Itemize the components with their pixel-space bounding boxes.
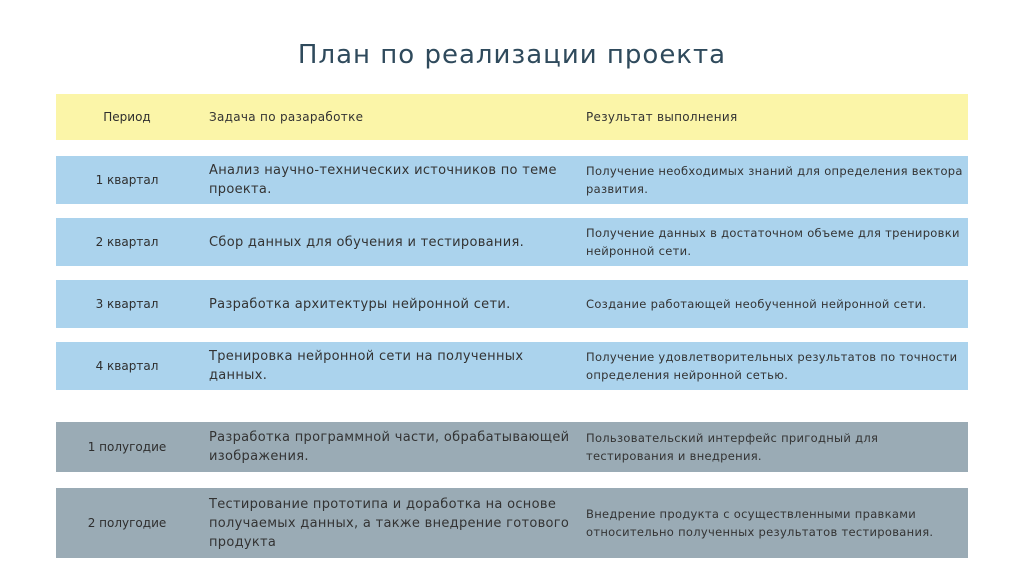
- task-cell: Разработка программной части, обрабатывающей изображения.: [209, 430, 570, 464]
- table-row: [56, 156, 968, 204]
- table-row: [56, 422, 968, 472]
- result-cell: Получение данных в достаточном объеме для тренировки нейронной сети.: [586, 226, 960, 258]
- task-cell: Анализ научно-технических источников по теме проекта.: [209, 163, 557, 197]
- period-cell: 1 полугодие: [87, 440, 167, 454]
- table-row: [56, 488, 968, 558]
- period-cell: 1 квартал: [95, 173, 159, 187]
- table-row: [56, 280, 968, 328]
- result-cell: Создание работающей необученной нейронной сети.: [586, 297, 927, 311]
- result-cell: Пользовательский интерфейс пригодный для тестирования и внедрения.: [586, 431, 879, 463]
- table-row: [56, 218, 968, 266]
- period-cell: 2 квартал: [95, 235, 159, 249]
- header-task: Задача по разаработке: [209, 109, 364, 124]
- task-cell: Разработка архитектуры нейронной сети.: [209, 296, 511, 312]
- task-cell: Тренировка нейронной сети на полученных данных.: [209, 349, 524, 383]
- page-title: План по реализации проекта: [297, 40, 727, 70]
- period-cell: 2 полугодие: [87, 516, 167, 530]
- table-header-row: [56, 94, 968, 140]
- result-cell: Получение удовлетворительных результатов по точности определения нейронной сетью.: [586, 350, 958, 382]
- header-result: Результат выполнения: [586, 110, 738, 124]
- result-cell: Получение необходимых знаний для определения вектора развития.: [586, 164, 963, 196]
- header-period: Период: [103, 110, 151, 124]
- task-cell: Сбор данных для обучения и тестирования.: [209, 234, 525, 250]
- task-cell: Тестирование прототипа и доработка на основе получаемых данных, а также внедрение готового продукта: [209, 496, 570, 550]
- period-cell: 3 квартал: [95, 297, 159, 311]
- table-row: [56, 342, 968, 390]
- result-cell: Внедрение продукта с осуществленными правками относительно полученных результатов тестирования.: [586, 507, 934, 539]
- period-cell: 4 квартал: [95, 359, 159, 373]
